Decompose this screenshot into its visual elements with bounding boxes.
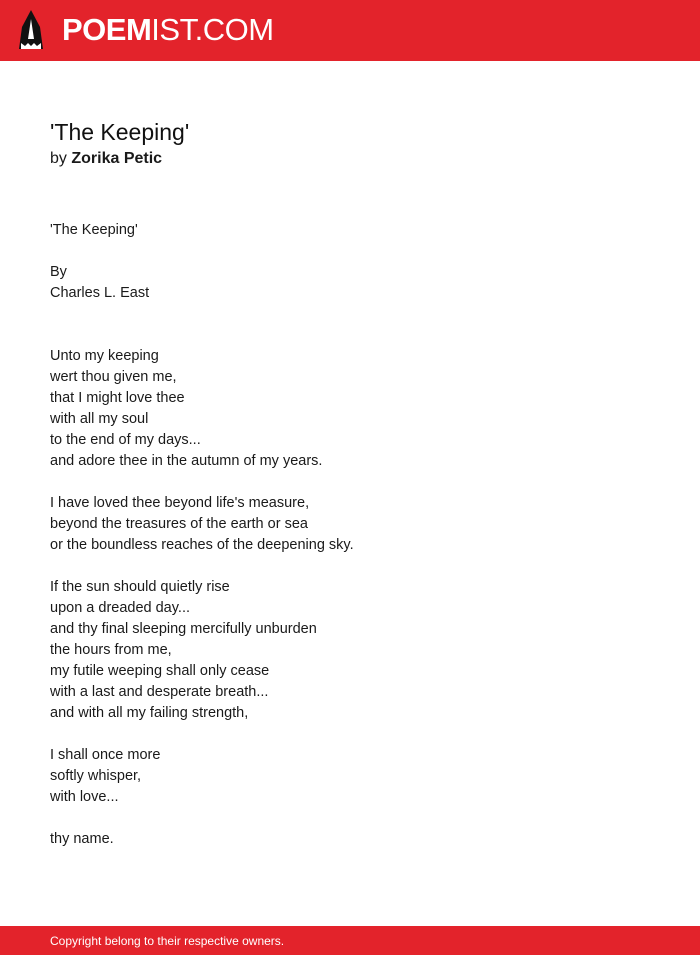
poem-line: [50, 472, 650, 493]
poem-line: Charles L. East: [50, 285, 150, 301]
poem-line: my futile weeping shall only cease: [50, 663, 270, 679]
poem-line: [50, 808, 650, 829]
page-title: 'The Keeping': [50, 119, 190, 145]
poem-body: [50, 220, 650, 850]
poem-line: the hours from me,: [50, 642, 172, 658]
poem-line: to the end of my days...: [50, 432, 201, 448]
author-name: Zorika Petic: [71, 150, 163, 167]
poem-content: [50, 116, 650, 850]
poem-line: with love...: [50, 789, 119, 805]
site-header: [0, 0, 700, 61]
poem-line: [50, 556, 650, 577]
poem-line: that I might love thee: [50, 390, 185, 406]
logo-light-text: IST.COM: [151, 12, 274, 47]
poem-line: and adore thee in the autumn of my years.: [50, 453, 323, 469]
poem-line: upon a dreaded day...: [50, 600, 191, 616]
poem-line: with all my soul: [50, 411, 149, 427]
poem-line: Unto my keeping: [50, 348, 159, 364]
poem-line: beyond the treasures of the earth or sea: [50, 516, 308, 532]
poem-line: [50, 325, 650, 346]
poem-line: By: [50, 264, 67, 280]
pen-nib-icon[interactable]: [17, 9, 45, 51]
copyright-text: Copyright belong to their respective owners.: [50, 934, 285, 948]
poem-line: wert thou given me,: [50, 369, 177, 385]
poem-line: with a last and desperate breath...: [50, 684, 269, 700]
site-footer: [0, 926, 700, 955]
poem-line: and with all my failing strength,: [50, 705, 249, 721]
poem-line: [50, 304, 650, 325]
poem-line: [50, 724, 650, 745]
poem-line: thy name.: [50, 831, 114, 847]
poem-line: or the boundless reaches of the deepening sky.: [50, 537, 354, 553]
by-label: by: [50, 150, 67, 167]
byline: [50, 148, 650, 170]
poem-line: I have loved thee beyond life's measure,: [50, 495, 310, 511]
poem-line: [50, 241, 650, 262]
poem-line: I shall once more: [50, 747, 161, 763]
poem-line: softly whisper,: [50, 768, 142, 784]
poem-line: and thy final sleeping mercifully unburden: [50, 621, 317, 637]
logo-bold-text: POEM: [62, 12, 152, 47]
site-logo[interactable]: [62, 12, 274, 48]
poem-line: 'The Keeping': [50, 222, 138, 238]
poem-line: If the sun should quietly rise: [50, 579, 230, 595]
